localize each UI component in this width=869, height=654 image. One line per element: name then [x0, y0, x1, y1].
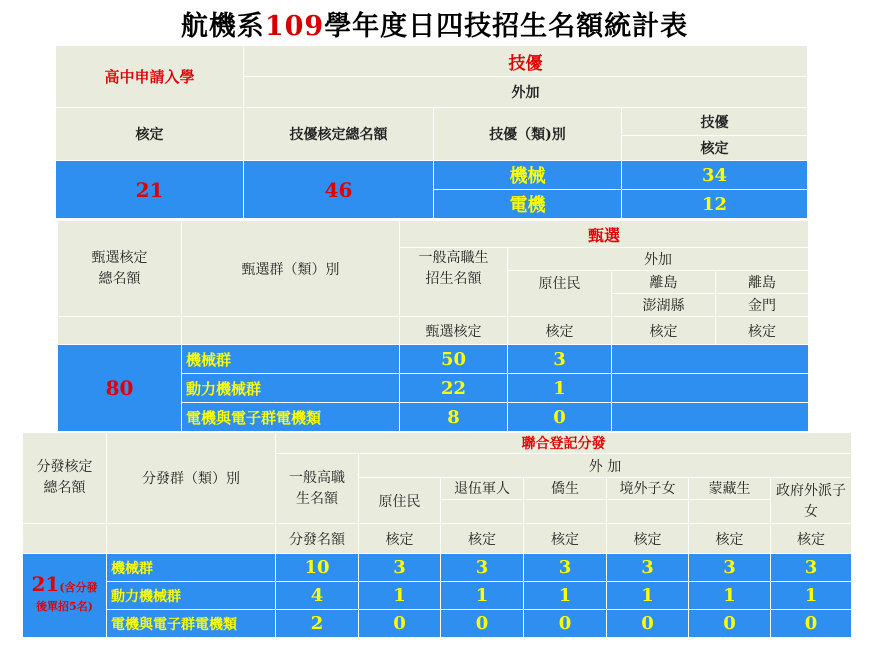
joint-value: 1: [607, 582, 689, 610]
program-label: 高中申請入學: [56, 46, 244, 108]
blank-cell: [182, 317, 400, 345]
joint-value: 0: [441, 610, 524, 638]
joint-value: 0: [524, 610, 607, 638]
joint-value: 1: [524, 582, 607, 610]
joint-value: 4: [276, 582, 359, 610]
selection-indigenous-1: 3: [508, 345, 612, 374]
joint-value: 3: [607, 554, 689, 582]
sub-approved: 核定: [771, 524, 852, 554]
joint-value: 3: [689, 554, 771, 582]
sub-selection-general: 甄選核定: [400, 317, 508, 345]
skill-quota-2: 12: [622, 190, 808, 219]
col-joint-gov-children: 政府外派子女: [771, 478, 852, 524]
selection-group-1: 機械群: [182, 345, 400, 374]
skill-extra-header: 外加: [244, 77, 808, 108]
col-distribution-general: 一般高職生名額: [276, 454, 359, 524]
joint-value: 1: [771, 582, 852, 610]
joint-value: 3: [524, 554, 607, 582]
selection-general-3: 8: [400, 403, 508, 432]
joint-value: 0: [607, 610, 689, 638]
blank-cell: [524, 499, 607, 523]
title-year: 109: [264, 11, 325, 42]
col-distribution-total: 分發核定總名額: [23, 433, 107, 524]
joint-value: 2: [276, 610, 359, 638]
selection-extra-header: 外加: [508, 248, 809, 271]
blank-cell: [23, 524, 107, 554]
distribution-total-cell: [23, 554, 107, 638]
selection-general-1: 50: [400, 345, 508, 374]
col-skill-total: 技優核定總名額: [244, 108, 434, 161]
sub-approved: 核定: [689, 524, 771, 554]
skill-quota-1: 34: [622, 161, 808, 190]
col-island-2-sub: 金門: [716, 294, 809, 317]
joint-value: 3: [441, 554, 524, 582]
joint-value: 3: [359, 554, 441, 582]
joint-group-1: 機械群: [107, 554, 276, 582]
sub-approved-island-1: 核定: [612, 317, 716, 345]
title-prefix: 航機系: [180, 11, 265, 42]
col-approved: 核定: [56, 108, 244, 161]
col-skill-quota-top: 技優: [622, 108, 808, 136]
skill-category-header: 技優: [244, 46, 808, 77]
blank-cell: [607, 499, 689, 523]
joint-category-header: 聯合登記分發: [276, 433, 852, 454]
skill-total-value: 46: [244, 161, 434, 219]
selection-table: [57, 220, 809, 432]
selection-general-2: 22: [400, 374, 508, 403]
joint-group-3: 電機與電子群電機類: [107, 610, 276, 638]
selection-category-header: 甄選: [400, 221, 809, 248]
selection-group-2: 動力機械群: [182, 374, 400, 403]
col-distribution-group: 分發群（類）別: [107, 433, 276, 524]
selection-group-3: 電機與電子群電機類: [182, 403, 400, 432]
joint-value: 0: [771, 610, 852, 638]
joint-value: 0: [359, 610, 441, 638]
col-joint-foreign-children: 境外子女: [607, 478, 689, 500]
col-skill-group: 技優（類)別: [434, 108, 622, 161]
sub-approved: 核定: [607, 524, 689, 554]
blank-cell: [612, 403, 809, 432]
skill-admission-table: [55, 45, 808, 219]
joint-value: 1: [359, 582, 441, 610]
skill-approved-value: 21: [56, 161, 244, 219]
skill-group-2: 電機: [434, 190, 622, 219]
joint-value: 3: [771, 554, 852, 582]
selection-indigenous-2: 1: [508, 374, 612, 403]
blank-cell: [612, 345, 809, 374]
col-island-1-sub: 澎湖縣: [612, 294, 716, 317]
col-joint-veterans: 退伍軍人: [441, 478, 524, 500]
selection-total-value: 80: [58, 345, 182, 432]
sub-approved-island-2: 核定: [716, 317, 809, 345]
skill-group-1: 機械: [434, 161, 622, 190]
col-joint-mongolian-tibetan: 蒙藏生: [689, 478, 771, 500]
col-island-1: 離島: [612, 271, 716, 294]
page-title: [0, 4, 869, 44]
blank-cell: [689, 499, 771, 523]
sub-approved: 核定: [441, 524, 524, 554]
blank-cell: [441, 499, 524, 523]
joint-group-2: 動力機械群: [107, 582, 276, 610]
distribution-total-value: 21: [31, 572, 60, 596]
col-joint-overseas-chinese: 僑生: [524, 478, 607, 500]
blank-cell: [58, 317, 182, 345]
joint-value: 10: [276, 554, 359, 582]
sub-approved-indigenous: 核定: [508, 317, 612, 345]
col-selection-total: 甄選核定總名額: [58, 221, 182, 317]
col-joint-indigenous: 原住民: [359, 478, 441, 524]
col-island-2: 離島: [716, 271, 809, 294]
col-selection-general: 一般高職生招生名額: [400, 248, 508, 317]
joint-value: 1: [441, 582, 524, 610]
joint-extra-header: 外 加: [359, 454, 852, 478]
sub-approved: 核定: [359, 524, 441, 554]
col-skill-quota-bottom: 核定: [622, 136, 808, 161]
col-selection-group: 甄選群（類）別: [182, 221, 400, 317]
blank-cell: [107, 524, 276, 554]
distribution-total-note: (含分發後單招5名): [36, 581, 98, 613]
title-suffix: 學年度日四技招生名額統計表: [324, 11, 689, 42]
joint-value: 0: [689, 610, 771, 638]
col-indigenous: 原住民: [508, 271, 612, 317]
blank-cell: [612, 374, 809, 403]
selection-indigenous-3: 0: [508, 403, 612, 432]
sub-approved: 核定: [524, 524, 607, 554]
joint-registration-table: [22, 432, 852, 638]
joint-value: 1: [689, 582, 771, 610]
sub-distribution-general: 分發名額: [276, 524, 359, 554]
